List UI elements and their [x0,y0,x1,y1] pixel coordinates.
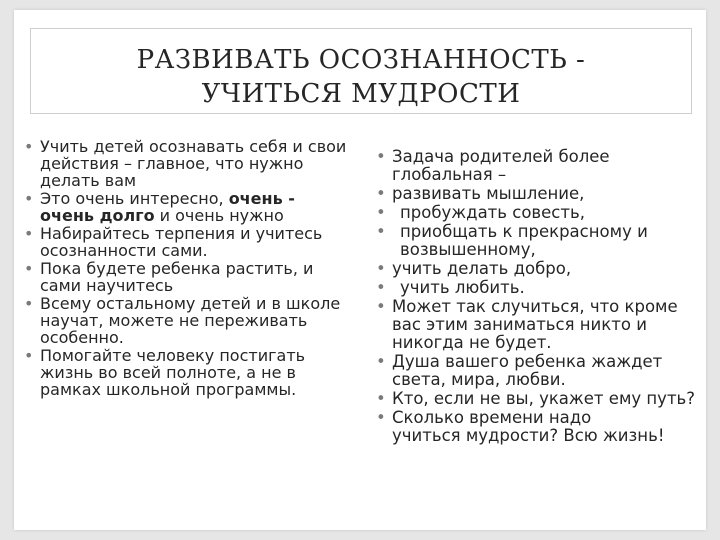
list-item: • Набирайтесь терпения и учитесь осознанности сами. [24,225,354,259]
title-box [30,28,692,114]
closing-line: учиться мудрости? Всю жизнь! [392,426,665,445]
title-line-1: РАЗВИВАТЬ ОСОЗНАННОСТЬ - [136,45,586,75]
list-item: • развивать мышление, [376,185,706,203]
list-item: • пробуждать совесть, [376,204,706,222]
title-line-2: УЧИТЬСЯ МУДРОСТИ [201,79,521,109]
slide-title [31,43,691,111]
list-item: • Задача родителей более глобальная – [376,148,706,184]
list-item: • Кто, если не вы, укажет ему путь? [376,390,706,408]
list-item [24,190,354,224]
list-item: • Душа вашего ребенка жаждет света, мира, любви. [376,353,706,389]
bold-emphasis: очень - очень долго [40,189,295,225]
left-bullet-list [24,138,354,399]
list-item: • Может так случиться, что кроме вас этим заниматься никто и никогда не будет. [376,298,706,352]
list-item: • Всему остальному детей и в школе научат, можете не переживать особенно. [24,295,354,346]
list-item-text: Сколько времени надо [392,408,592,427]
list-item: • Помогайте человеку постигать жизнь во всей полноте, а не в рамках школьной программы. [24,347,354,398]
slide [14,10,706,530]
list-item-tail: и очень нужно [159,206,284,225]
list-item: • учить делать добро, [376,260,706,278]
list-item-text: Это очень интересно, [40,189,224,208]
list-item: • учить любить. [376,279,706,297]
list-item: • Учить детей осознавать себя и свои действия – главное, что нужно делать вам [24,138,354,189]
list-item: • приобщать к прекрасному и возвышенному, [376,223,706,259]
list-item: • Пока будете ребенка растить, и сами научитесь [24,260,354,294]
list-item [376,409,706,445]
right-bullet-list [376,138,706,446]
